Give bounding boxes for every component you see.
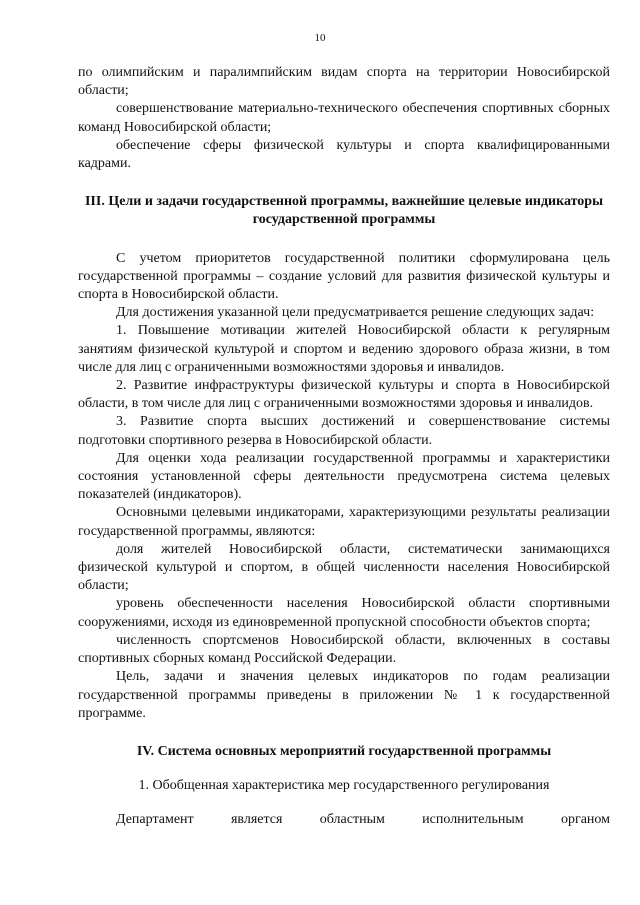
paragraph: Цель, задачи и значения целевых индикаторов по годам реализации государственной программы приведены в приложении № 1 к государственной программе. (78, 669, 610, 721)
subsection-heading: 1. Обобщенная характеристика мер государственного регулирования (138, 778, 550, 794)
task-item: 2. Развитие инфраструктуры физической культуры и спорта в Новосибирской области, в том числе для лиц с ограниченными возможностями здоровья и инвалидов. (78, 378, 610, 412)
task-item: 1. Повышение мотивации жителей Новосибирской области к регулярным занятиям физической культурой и спортом и ведению здорового образа жизни, в том числе для лиц с ограниченными возможностями здоровья и инвалидов. (78, 323, 610, 375)
paragraph: Департамент является областным исполнительным органом (116, 812, 610, 828)
paragraph: Для достижения указанной цели предусматривается решение следующих задач: (116, 305, 595, 321)
section-heading-4: IV. Система основных мероприятий государственной программы (136, 743, 552, 759)
indicator-item: уровень обеспеченности населения Новосибирской области спортивными сооружениями, исходя из единовременной пропускной способности объектов спорта; (78, 596, 610, 630)
paragraph: Для оценки хода реализации государственной программы и характеристики состояния установленной сферы деятельности предусмотрена система целевых показателей (индикаторов). (78, 450, 610, 503)
indicator-item: численность спортсменов Новосибирской области, включенных в составы спортивных сборных команд Российской Федерации. (78, 632, 610, 667)
paragraph: обеспечение сферы физической культуры и спорта квалифицированными кадрами. (78, 137, 610, 172)
indicator-item: доля жителей Новосибирской области, систематически занимающихся физической культурой и спортом, в общей численности населения Новосибирской области; (78, 541, 610, 594)
task-item: 3. Развитие спорта высших достижений и совершенствование системы подготовки спортивного резерва в Новосибирской области. (78, 414, 610, 448)
paragraph: С учетом приоритетов государственной политики сформулирована цель государственной программы – создание условий для развития физической культуры и спорта в Новосибирской области. (78, 250, 610, 303)
paragraph: Основными целевыми индикаторами, характеризующими результаты реализации государственной программы, являются: (78, 505, 610, 539)
paragraph: совершенствование материально-технического обеспечения спортивных сборных команд Новосибирской области; (78, 101, 610, 135)
document-body (78, 64, 610, 830)
paragraph: по олимпийским и паралимпийским видам спорта на территории Новосибирской области; (78, 65, 610, 99)
page-number: 10 (314, 32, 326, 44)
section-heading-3: III. Цели и задачи государственной программы, важнейшие целевые индикаторы государственной программы (84, 194, 604, 228)
